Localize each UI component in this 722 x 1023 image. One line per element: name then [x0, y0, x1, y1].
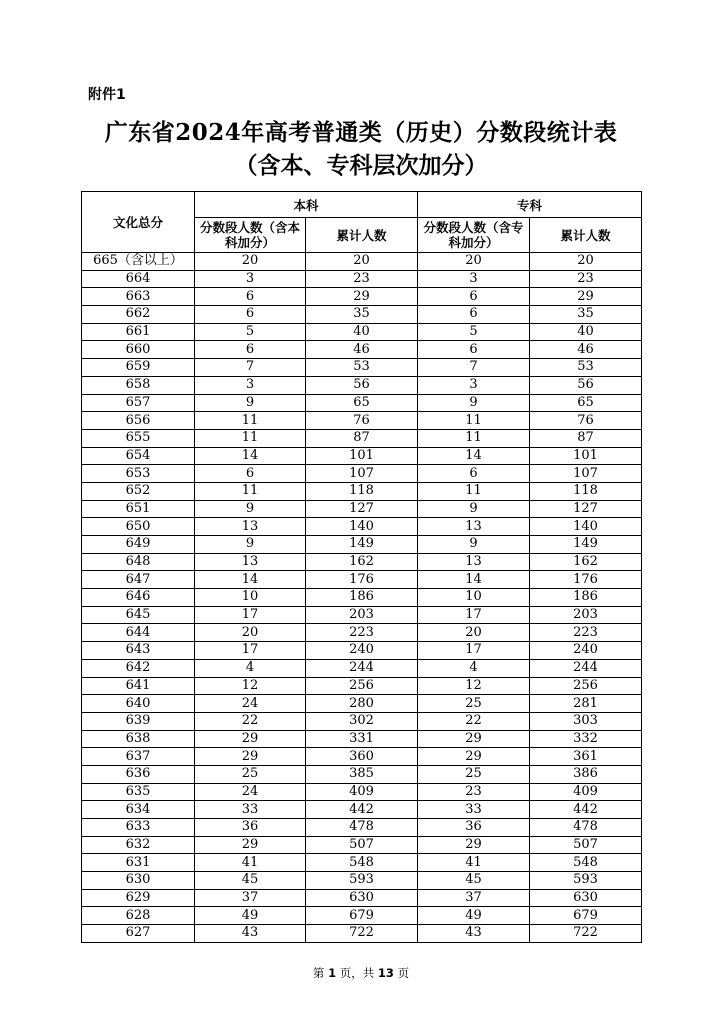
- undergrad-cumulative-cell: 331: [306, 730, 418, 748]
- score-cell: 650: [82, 518, 195, 536]
- college-segment-cell: 3: [418, 270, 530, 288]
- college-segment-cell: 22: [418, 712, 530, 730]
- undergrad-cumulative-cell: 162: [306, 553, 418, 571]
- table-row: [82, 429, 642, 447]
- score-cell: 663: [82, 288, 195, 306]
- undergrad-cumulative-cell: 107: [306, 465, 418, 483]
- college-segment-cell: 5: [418, 323, 530, 341]
- table-row: [82, 359, 642, 377]
- college-cumulative-cell: 65: [530, 394, 642, 412]
- college-cumulative-cell: 630: [530, 889, 642, 907]
- college-segment-cell: 29: [418, 836, 530, 854]
- undergrad-cumulative-cell: 186: [306, 589, 418, 607]
- undergrad-segment-cell: 25: [195, 765, 306, 783]
- score-cell: 635: [82, 783, 195, 801]
- college-cumulative-cell: 29: [530, 288, 642, 306]
- college-segment-cell: 25: [418, 695, 530, 713]
- college-segment-cell: 7: [418, 359, 530, 377]
- undergrad-segment-cell: 36: [195, 819, 306, 837]
- score-cell: 638: [82, 730, 195, 748]
- college-cumulative-cell: 593: [530, 872, 642, 890]
- undergrad-cumulative-cell: 409: [306, 783, 418, 801]
- undergrad-segment-cell: 3: [195, 376, 306, 394]
- score-cell: 632: [82, 836, 195, 854]
- score-cell: 660: [82, 341, 195, 359]
- college-segment-cell: 6: [418, 306, 530, 324]
- score-cell: 655: [82, 429, 195, 447]
- college-cumulative-cell: 56: [530, 376, 642, 394]
- undergrad-cumulative-cell: 507: [306, 836, 418, 854]
- college-segment-cell: 29: [418, 748, 530, 766]
- college-cumulative-cell: 118: [530, 482, 642, 500]
- undergrad-cumulative-cell: 29: [306, 288, 418, 306]
- undergrad-segment-cell: 24: [195, 695, 306, 713]
- score-cell: 661: [82, 323, 195, 341]
- score-cell: 641: [82, 677, 195, 695]
- undergrad-segment-cell: 6: [195, 465, 306, 483]
- undergrad-cumulative-cell: 76: [306, 412, 418, 430]
- table-row: [82, 341, 642, 359]
- college-cumulative-cell: 244: [530, 659, 642, 677]
- score-cell: 662: [82, 306, 195, 324]
- undergrad-segment-cell: 24: [195, 783, 306, 801]
- table-row: [82, 253, 642, 271]
- college-segment-cell: 9: [418, 536, 530, 554]
- college-segment-cell: 11: [418, 429, 530, 447]
- table-row: [82, 394, 642, 412]
- score-cell: 630: [82, 872, 195, 890]
- table-row: [82, 748, 642, 766]
- score-cell: 628: [82, 907, 195, 925]
- table-body: [82, 253, 642, 943]
- undergrad-segment-cell: 14: [195, 571, 306, 589]
- college-segment-cell: 10: [418, 589, 530, 607]
- college-cumulative-cell: 20: [530, 253, 642, 271]
- college-segment-cell: 6: [418, 465, 530, 483]
- college-segment-cell: 14: [418, 571, 530, 589]
- undergrad-cumulative-cell: 149: [306, 536, 418, 554]
- score-cell: 633: [82, 819, 195, 837]
- undergrad-cumulative-cell: 280: [306, 695, 418, 713]
- college-cumulative-cell: 35: [530, 306, 642, 324]
- table-row: [82, 854, 642, 872]
- undergrad-cumulative-cell: 40: [306, 323, 418, 341]
- undergrad-segment-cell: 29: [195, 748, 306, 766]
- undergrad-cumulative-cell: 223: [306, 624, 418, 642]
- table-row: [82, 730, 642, 748]
- attachment-label: 附件1: [88, 87, 126, 103]
- undergrad-segment-cell: 17: [195, 642, 306, 660]
- college-segment-cell: 29: [418, 730, 530, 748]
- table-row: [82, 642, 642, 660]
- undergrad-cumulative-cell: 87: [306, 429, 418, 447]
- college-segment-cell: 49: [418, 907, 530, 925]
- college-cumulative-cell: 23: [530, 270, 642, 288]
- undergrad-segment-cell: 7: [195, 359, 306, 377]
- college-cumulative-cell: 256: [530, 677, 642, 695]
- undergrad-segment-cell: 12: [195, 677, 306, 695]
- college-cumulative-cell: 281: [530, 695, 642, 713]
- undergrad-cumulative-cell: 385: [306, 765, 418, 783]
- footer-page-number: 1: [328, 966, 337, 980]
- college-cumulative-cell: 679: [530, 907, 642, 925]
- undergrad-segment-cell: 13: [195, 553, 306, 571]
- undergrad-cumulative-cell: 56: [306, 376, 418, 394]
- college-cumulative-cell: 101: [530, 447, 642, 465]
- college-cumulative-cell: 162: [530, 553, 642, 571]
- table-row: [82, 925, 642, 943]
- score-cell: 653: [82, 465, 195, 483]
- college-segment-cell: 9: [418, 500, 530, 518]
- page-title: 广东省2024年高考普通类（历史）分数段统计表: [104, 119, 618, 146]
- header-undergrad-segment: 分数段人数（含本科加分）: [195, 218, 306, 253]
- undergrad-cumulative-cell: 140: [306, 518, 418, 536]
- score-cell: 645: [82, 606, 195, 624]
- undergrad-cumulative-cell: 203: [306, 606, 418, 624]
- score-cell: 627: [82, 925, 195, 943]
- college-segment-cell: 25: [418, 765, 530, 783]
- table-row: [82, 712, 642, 730]
- college-cumulative-cell: 548: [530, 854, 642, 872]
- undergrad-segment-cell: 14: [195, 447, 306, 465]
- table-row: [82, 536, 642, 554]
- undergrad-segment-cell: 4: [195, 659, 306, 677]
- undergrad-segment-cell: 43: [195, 925, 306, 943]
- table-row: [82, 270, 642, 288]
- college-segment-cell: 6: [418, 341, 530, 359]
- header-college-cumulative: 累计人数: [530, 218, 642, 253]
- footer-mid: 页，共: [339, 966, 375, 980]
- college-cumulative-cell: 240: [530, 642, 642, 660]
- score-cell: 649: [82, 536, 195, 554]
- score-cell: 639: [82, 712, 195, 730]
- undergrad-cumulative-cell: 548: [306, 854, 418, 872]
- score-cell: 640: [82, 695, 195, 713]
- undergrad-cumulative-cell: 46: [306, 341, 418, 359]
- college-segment-cell: 43: [418, 925, 530, 943]
- undergrad-segment-cell: 33: [195, 801, 306, 819]
- table-row: [82, 819, 642, 837]
- header-undergrad: 本科: [195, 192, 418, 218]
- undergrad-cumulative-cell: 35: [306, 306, 418, 324]
- footer-pre: 第: [312, 966, 325, 980]
- table-row: [82, 376, 642, 394]
- undergrad-segment-cell: 37: [195, 889, 306, 907]
- table-row: [82, 482, 642, 500]
- table-row: [82, 465, 642, 483]
- table-row: [82, 553, 642, 571]
- undergrad-segment-cell: 9: [195, 394, 306, 412]
- college-segment-cell: 11: [418, 482, 530, 500]
- college-cumulative-cell: 149: [530, 536, 642, 554]
- table-row: [82, 606, 642, 624]
- score-cell: 658: [82, 376, 195, 394]
- undergrad-cumulative-cell: 20: [306, 253, 418, 271]
- undergrad-segment-cell: 13: [195, 518, 306, 536]
- college-segment-cell: 17: [418, 642, 530, 660]
- college-cumulative-cell: 140: [530, 518, 642, 536]
- undergrad-segment-cell: 20: [195, 624, 306, 642]
- college-cumulative-cell: 722: [530, 925, 642, 943]
- undergrad-segment-cell: 29: [195, 836, 306, 854]
- college-cumulative-cell: 409: [530, 783, 642, 801]
- score-cell: 659: [82, 359, 195, 377]
- undergrad-segment-cell: 9: [195, 536, 306, 554]
- college-cumulative-cell: 442: [530, 801, 642, 819]
- score-cell: 664: [82, 270, 195, 288]
- table-row: [82, 447, 642, 465]
- undergrad-cumulative-cell: 23: [306, 270, 418, 288]
- college-segment-cell: 41: [418, 854, 530, 872]
- undergrad-segment-cell: 9: [195, 500, 306, 518]
- table-row: [82, 288, 642, 306]
- table-row: [82, 518, 642, 536]
- table-row: [82, 323, 642, 341]
- college-cumulative-cell: 186: [530, 589, 642, 607]
- college-segment-cell: 33: [418, 801, 530, 819]
- table-row: [82, 765, 642, 783]
- college-segment-cell: 20: [418, 253, 530, 271]
- score-cell: 647: [82, 571, 195, 589]
- college-segment-cell: 17: [418, 606, 530, 624]
- college-segment-cell: 13: [418, 518, 530, 536]
- college-cumulative-cell: 203: [530, 606, 642, 624]
- score-cell: 652: [82, 482, 195, 500]
- undergrad-cumulative-cell: 244: [306, 659, 418, 677]
- college-cumulative-cell: 176: [530, 571, 642, 589]
- table-row: [82, 889, 642, 907]
- undergrad-cumulative-cell: 256: [306, 677, 418, 695]
- undergrad-cumulative-cell: 679: [306, 907, 418, 925]
- undergrad-segment-cell: 3: [195, 270, 306, 288]
- college-cumulative-cell: 223: [530, 624, 642, 642]
- college-segment-cell: 4: [418, 659, 530, 677]
- table-row: [82, 907, 642, 925]
- college-cumulative-cell: 303: [530, 712, 642, 730]
- header-college-segment: 分数段人数（含专科加分）: [418, 218, 530, 253]
- undergrad-segment-cell: 11: [195, 482, 306, 500]
- undergrad-cumulative-cell: 118: [306, 482, 418, 500]
- undergrad-cumulative-cell: 722: [306, 925, 418, 943]
- table-row: [82, 836, 642, 854]
- score-cell: 646: [82, 589, 195, 607]
- college-cumulative-cell: 40: [530, 323, 642, 341]
- college-cumulative-cell: 76: [530, 412, 642, 430]
- college-cumulative-cell: 127: [530, 500, 642, 518]
- table-row: [82, 306, 642, 324]
- score-cell: 656: [82, 412, 195, 430]
- undergrad-cumulative-cell: 176: [306, 571, 418, 589]
- college-cumulative-cell: 107: [530, 465, 642, 483]
- undergrad-segment-cell: 17: [195, 606, 306, 624]
- header-undergrad-cumulative: 累计人数: [306, 218, 418, 253]
- table-row: [82, 412, 642, 430]
- undergrad-segment-cell: 5: [195, 323, 306, 341]
- score-cell: 657: [82, 394, 195, 412]
- score-cell: 637: [82, 748, 195, 766]
- undergrad-cumulative-cell: 53: [306, 359, 418, 377]
- college-segment-cell: 37: [418, 889, 530, 907]
- undergrad-segment-cell: 6: [195, 341, 306, 359]
- undergrad-segment-cell: 22: [195, 712, 306, 730]
- undergrad-segment-cell: 41: [195, 854, 306, 872]
- undergrad-segment-cell: 29: [195, 730, 306, 748]
- college-segment-cell: 12: [418, 677, 530, 695]
- page-subtitle: （含本、专科层次加分）: [234, 152, 488, 179]
- undergrad-segment-cell: 10: [195, 589, 306, 607]
- header-score: 文化总分: [82, 192, 195, 253]
- college-cumulative-cell: 87: [530, 429, 642, 447]
- score-cell: 634: [82, 801, 195, 819]
- undergrad-segment-cell: 49: [195, 907, 306, 925]
- table-row: [82, 500, 642, 518]
- footer-total-pages: 13: [377, 966, 394, 980]
- table-row: [82, 695, 642, 713]
- table-row: [82, 783, 642, 801]
- score-distribution-table: [81, 191, 642, 943]
- table-row: [82, 677, 642, 695]
- score-cell: 665（含以上）: [82, 253, 195, 271]
- page-footer: [0, 965, 722, 981]
- undergrad-segment-cell: 11: [195, 429, 306, 447]
- score-cell: 642: [82, 659, 195, 677]
- score-cell: 636: [82, 765, 195, 783]
- undergrad-cumulative-cell: 302: [306, 712, 418, 730]
- undergrad-cumulative-cell: 127: [306, 500, 418, 518]
- table-row: [82, 589, 642, 607]
- college-segment-cell: 11: [418, 412, 530, 430]
- college-segment-cell: 45: [418, 872, 530, 890]
- college-segment-cell: 9: [418, 394, 530, 412]
- undergrad-cumulative-cell: 65: [306, 394, 418, 412]
- college-segment-cell: 14: [418, 447, 530, 465]
- college-cumulative-cell: 478: [530, 819, 642, 837]
- table-row: [82, 659, 642, 677]
- college-cumulative-cell: 361: [530, 748, 642, 766]
- undergrad-segment-cell: 6: [195, 306, 306, 324]
- undergrad-segment-cell: 11: [195, 412, 306, 430]
- table-row: [82, 872, 642, 890]
- score-cell: 631: [82, 854, 195, 872]
- college-cumulative-cell: 46: [530, 341, 642, 359]
- score-cell: 629: [82, 889, 195, 907]
- table-row: [82, 801, 642, 819]
- college-cumulative-cell: 507: [530, 836, 642, 854]
- college-segment-cell: 13: [418, 553, 530, 571]
- undergrad-cumulative-cell: 240: [306, 642, 418, 660]
- college-segment-cell: 23: [418, 783, 530, 801]
- score-cell: 644: [82, 624, 195, 642]
- college-cumulative-cell: 53: [530, 359, 642, 377]
- college-segment-cell: 6: [418, 288, 530, 306]
- undergrad-cumulative-cell: 478: [306, 819, 418, 837]
- footer-post: 页: [397, 966, 410, 980]
- college-cumulative-cell: 332: [530, 730, 642, 748]
- score-cell: 648: [82, 553, 195, 571]
- college-segment-cell: 3: [418, 376, 530, 394]
- score-cell: 654: [82, 447, 195, 465]
- score-cell: 643: [82, 642, 195, 660]
- table-row: [82, 624, 642, 642]
- undergrad-cumulative-cell: 630: [306, 889, 418, 907]
- college-segment-cell: 36: [418, 819, 530, 837]
- undergrad-segment-cell: 6: [195, 288, 306, 306]
- table-row: [82, 571, 642, 589]
- undergrad-cumulative-cell: 442: [306, 801, 418, 819]
- header-college: 专科: [418, 192, 642, 218]
- undergrad-segment-cell: 20: [195, 253, 306, 271]
- undergrad-segment-cell: 45: [195, 872, 306, 890]
- college-segment-cell: 20: [418, 624, 530, 642]
- college-cumulative-cell: 386: [530, 765, 642, 783]
- score-cell: 651: [82, 500, 195, 518]
- undergrad-cumulative-cell: 593: [306, 872, 418, 890]
- undergrad-cumulative-cell: 101: [306, 447, 418, 465]
- undergrad-cumulative-cell: 360: [306, 748, 418, 766]
